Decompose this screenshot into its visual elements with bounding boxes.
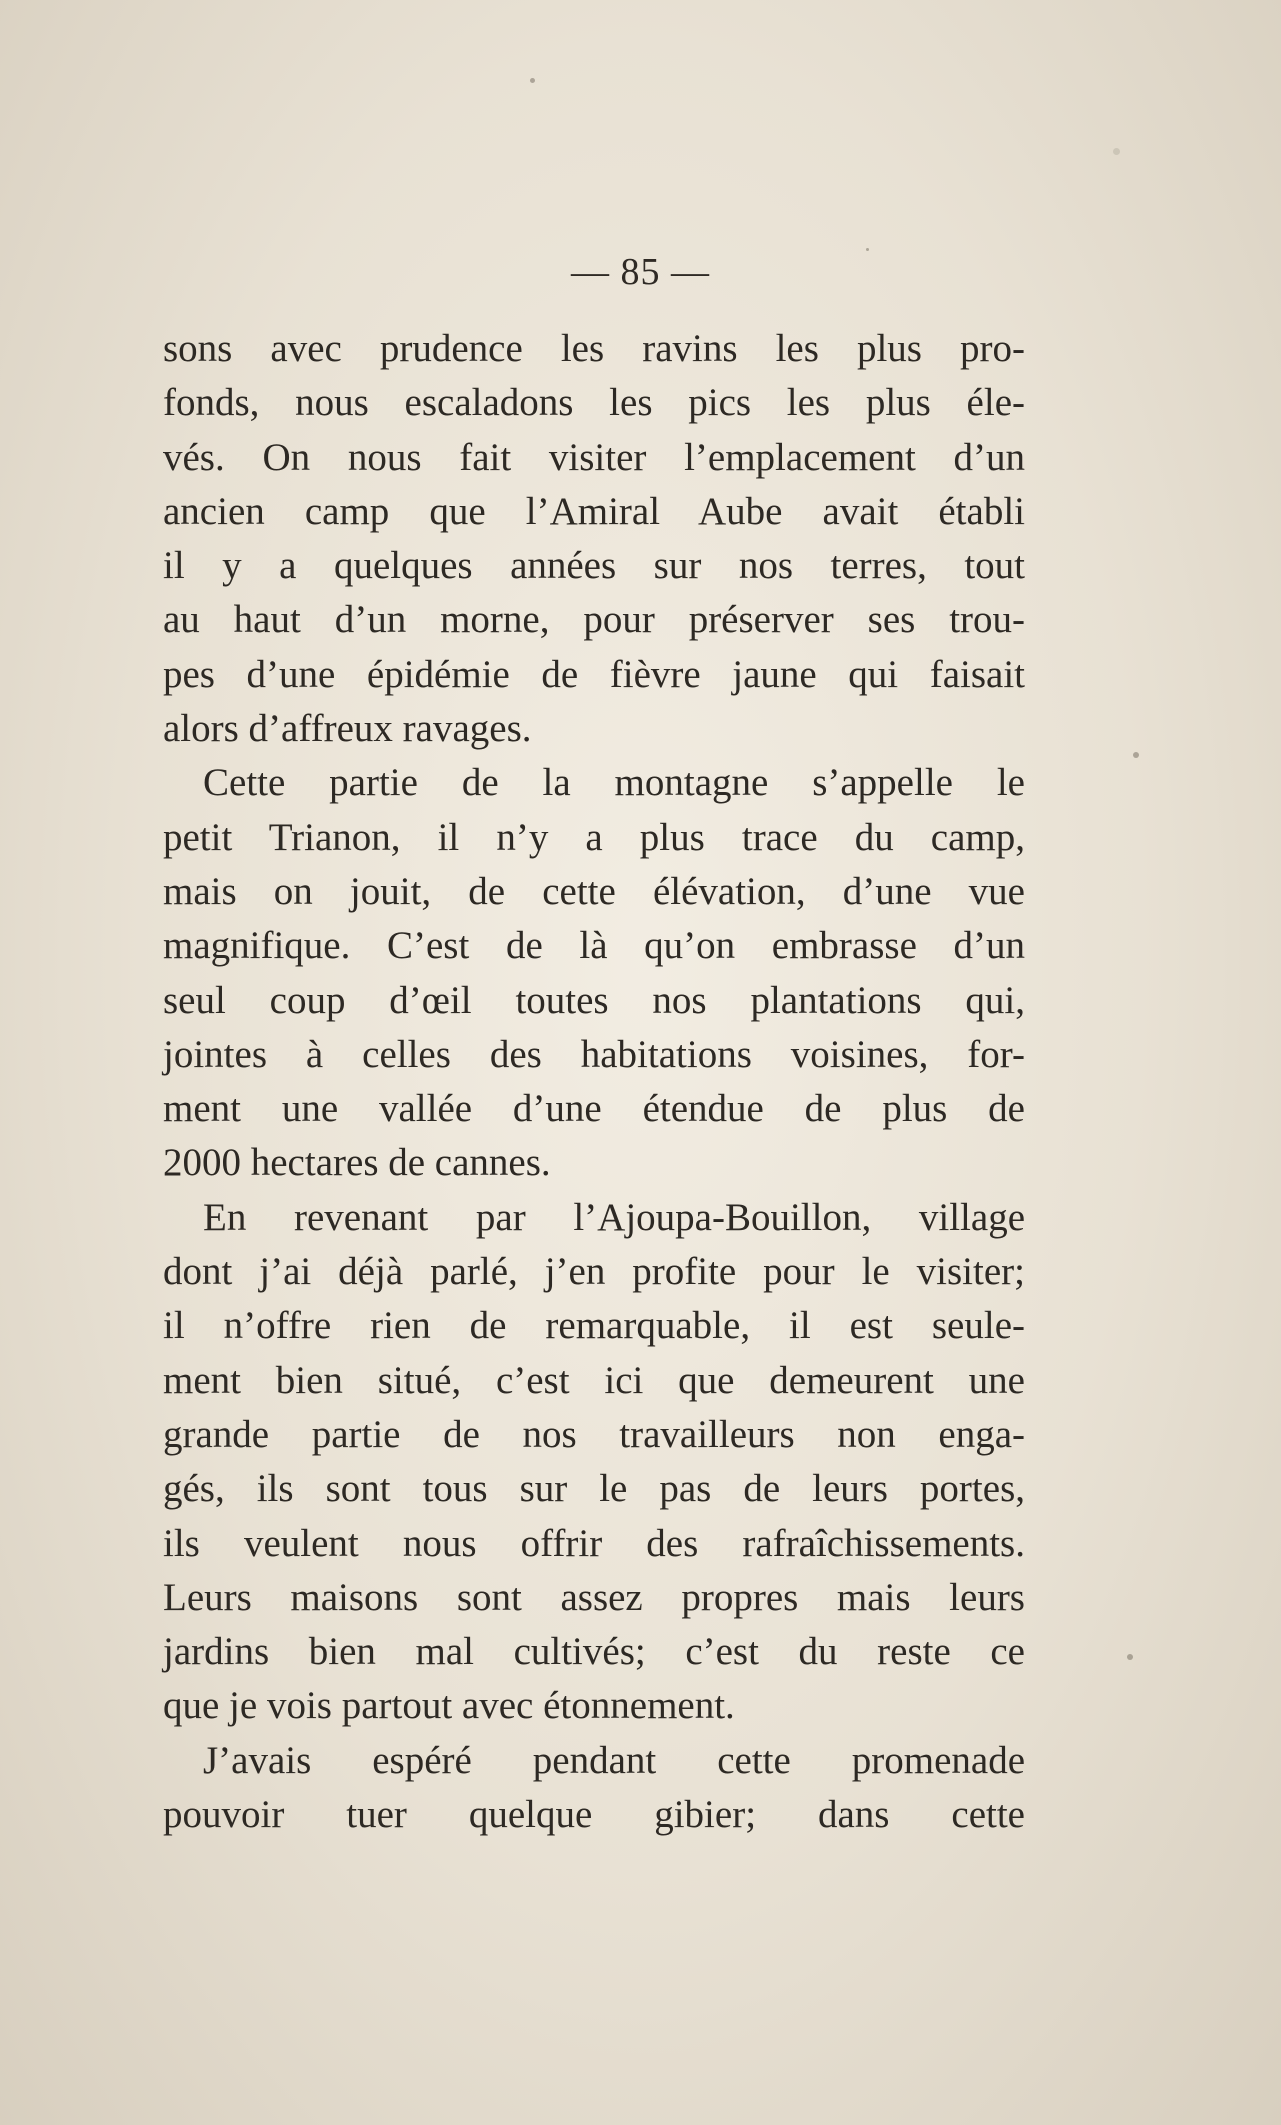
ink-speck	[1133, 752, 1139, 758]
text-line: il y a quelques années sur nos terres, tout	[163, 544, 1025, 588]
text-line: J’avais espéré pendant cette promenade	[203, 1738, 1025, 1782]
text-line: au haut d’un morne, pour préserver ses trou-	[163, 598, 1025, 642]
text-line: vés. On nous fait visiter l’emplacement d’un	[163, 435, 1025, 479]
text-line: petit Trianon, il n’y a plus trace du camp,	[163, 815, 1025, 859]
text-line: 2000 hectares de cannes.	[163, 1141, 551, 1185]
page-number: — 85 —	[571, 251, 710, 293]
text-line: ancien camp que l’Amiral Aube avait établi	[163, 489, 1025, 533]
text-line: grande partie de nos travailleurs non enga-	[163, 1412, 1025, 1456]
text-line: jointes à celles des habitations voisines, for-	[163, 1032, 1025, 1076]
text-line: gés, ils sont tous sur le pas de leurs portes,	[163, 1467, 1025, 1511]
ink-speck	[1113, 148, 1120, 155]
text-line: mais on jouit, de cette élévation, d’une vue	[163, 869, 1025, 913]
text-line: ment une vallée d’une étendue de plus de	[163, 1087, 1025, 1131]
text-line: il n’offre rien de remarquable, il est seule-	[163, 1304, 1025, 1348]
text-line: pouvoir tuer quelque gibier; dans cette	[163, 1793, 1025, 1837]
text-line: pes d’une épidémie de fièvre jaune qui faisait	[163, 652, 1025, 696]
ink-speck	[530, 78, 535, 83]
body-text	[163, 322, 1025, 1842]
text-line: alors d’affreux ravages.	[163, 707, 532, 751]
text-line: que je vois partout avec étonnement.	[163, 1684, 735, 1728]
text-line: seul coup d’œil toutes nos plantations qui,	[163, 978, 1025, 1022]
ink-speck	[1127, 1654, 1133, 1660]
text-line: ils veulent nous offrir des rafraîchissements.	[163, 1521, 1025, 1565]
text-line: sons avec prudence les ravins les plus pro-	[163, 327, 1025, 370]
text-line: Cette partie de la montagne s’appelle le	[203, 761, 1025, 805]
text-line: fonds, nous escaladons les pics les plus éle-	[163, 381, 1025, 425]
text-line: magnifique. C’est de là qu’on embrasse d’un	[163, 924, 1025, 968]
text-line: En revenant par l’Ajoupa-Bouillon, village	[203, 1195, 1025, 1239]
text-line: jardins bien mal cultivés; c’est du reste ce	[163, 1630, 1025, 1674]
text-line: Leurs maisons sont assez propres mais leurs	[163, 1575, 1025, 1619]
text-line: ment bien situé, c’est ici que demeurent une	[163, 1358, 1025, 1402]
text-line: dont j’ai déjà parlé, j’en profite pour le visiter;	[163, 1250, 1025, 1294]
